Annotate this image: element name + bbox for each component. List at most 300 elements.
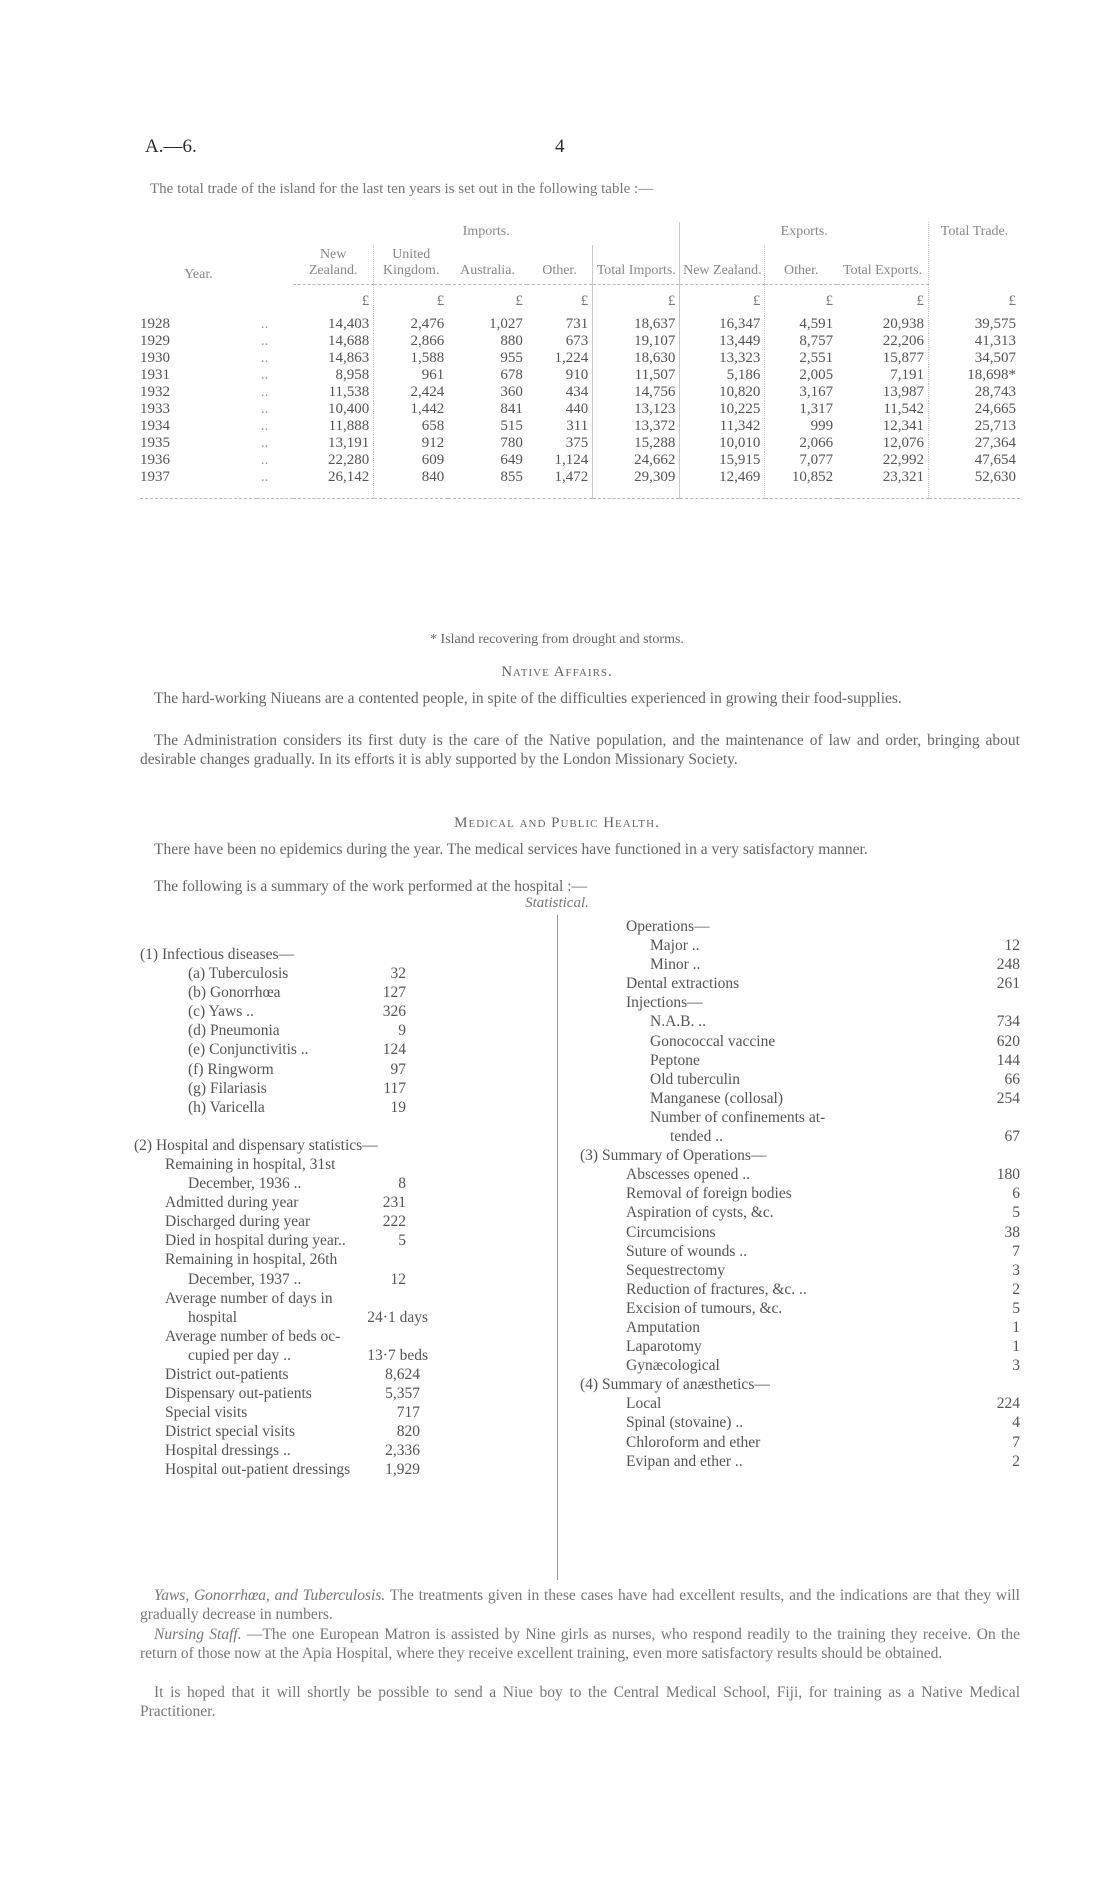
avg-days-line1: Average number of days in [165,1289,333,1307]
remaining-1937-line2: December, 1937 .. [188,1270,302,1288]
col-imports-nz: New Zealand. [293,245,374,284]
trade-cell: 10,225 [680,401,765,418]
operation-value: 6 [1012,1185,1020,1203]
trade-cell: 840 [374,469,448,499]
page-header [145,136,1004,160]
trade-row [140,418,1020,435]
operation-label: Gynæcological [626,1357,720,1375]
injection-value: 144 [996,1051,1020,1069]
remaining-1937-line1: Remaining in hospital, 26th [165,1251,338,1269]
trade-footnote: * Island recovering from drought and storms. [430,632,684,647]
col-imports-australia: Australia. [448,245,527,284]
trade-cell: 20,938 [882,316,925,333]
column-divider [557,915,558,1580]
trade-cell: 8,757 [765,333,837,350]
avg-days-line2: hospital [188,1308,238,1326]
leader-dots: .. [260,350,269,367]
trade-cell: 910 [565,367,589,384]
trade-cell: 1,027 [489,316,523,333]
infectious-heading: (1) Infectious diseases— [140,946,295,963]
injection-row [580,1089,1020,1108]
hospital-stat-row [140,1384,420,1403]
infectious-label: (g) Filariasis [188,1079,267,1097]
major-label: Major .. [650,937,700,955]
infectious-row [140,1021,406,1040]
operation-row [580,1261,1020,1280]
trade-cell: 841 [500,401,523,418]
trade-cell: 2,066 [765,435,837,452]
operation-value: 1 [1012,1338,1020,1356]
leader-dots: .. [260,384,269,401]
trade-cell: 1,224 [554,350,589,367]
operation-row [580,1184,1020,1203]
trade-row [140,452,1020,469]
anaesthetic-value: 2 [1012,1452,1020,1470]
trade-row [140,384,1020,401]
trade-cell: 515 [500,418,523,435]
trade-cell: 29,309 [593,469,680,499]
anaesthetic-row [580,1452,1020,1471]
leader-dots: .. [260,401,269,418]
trade-cell: 649 [500,452,523,469]
trade-cell: 1,442 [374,401,448,418]
year-header: Year. [184,267,213,283]
trade-cell: 22,280 [328,452,370,469]
operation-label: Aspiration of cysts, &c. [626,1204,774,1222]
operation-row [580,1223,1020,1242]
injection-label: Old tuberculin [650,1070,740,1088]
trade-cell: 23,321 [837,469,928,499]
dental-label: Dental extractions [626,975,740,993]
stats-left-column [134,945,548,1480]
trade-year: 1934 [140,418,170,435]
infectious-label: (d) Pneumonia [188,1022,280,1040]
trade-row [140,401,1020,418]
operation-row [580,1356,1020,1375]
other-stats-list [140,1365,548,1480]
remaining-1936-line2: December, 1936 .. [188,1175,302,1193]
injection-row [580,1032,1020,1051]
trade-year: 1933 [140,401,170,418]
hospital-stat-row [140,1460,420,1479]
infectious-label: (e) Conjunctivitis .. [188,1041,309,1059]
injection-value: 734 [996,1013,1020,1031]
trade-cell: 1,124 [554,452,589,469]
confinements-line1: Number of confinements at- [650,1108,826,1126]
hospital-stat-row [140,1441,420,1460]
injections-list [580,1012,1020,1107]
closing-p3: It is hoped that it will shortly be possible to send a Niue boy to the Central Medical School, Fiji, for training as a Native Medical Practitioner. [140,1684,1020,1720]
col-total-exports: Total Exports. [837,245,928,284]
trade-cell: 1,317 [765,401,837,418]
infectious-row [140,1040,406,1059]
hospital-stat-value: 717 [396,1404,420,1422]
trade-cell: 14,863 [328,350,370,367]
trade-cell: 5,186 [680,367,765,384]
trade-cell: 18,698* [929,367,1020,384]
hospital-stat-row [140,1365,420,1384]
injection-value: 66 [1004,1070,1020,1088]
trade-cell: 2,005 [765,367,837,384]
trade-cell: 11,538 [328,384,370,401]
unit-cell: £ [916,293,925,310]
trade-row [140,350,1020,367]
trade-cell: 22,206 [882,333,925,350]
hospital-stat-row [140,1422,420,1441]
trade-cell: 2,424 [374,384,448,401]
trade-cell: 13,449 [680,333,765,350]
anaesthetic-label: Evipan and ether .. [626,1452,743,1470]
trade-cell: 19,107 [593,333,680,350]
trade-cell: 678 [500,367,523,384]
operation-value: 3 [1012,1261,1020,1279]
trade-cell: 912 [374,435,448,452]
stats-right-column [580,917,1020,1471]
summary-operations-heading: (3) Summary of Operations— [580,1147,767,1165]
trade-cell: 15,288 [593,435,680,452]
trade-year: 1929 [140,333,170,350]
native-affairs-p1: The hard-working Niueans are a contented people, in spite of the difficulties experienced in growing their food-supplies. [154,690,902,707]
trade-cell: 375 [565,435,589,452]
trade-cell: 311 [566,418,589,435]
injection-row [580,1051,1020,1070]
trade-cell: 12,076 [882,435,925,452]
trade-year: 1928 [140,316,170,333]
operation-row [580,1299,1020,1318]
trade-row [140,435,1020,452]
infectious-label: (f) Ringworm [188,1060,274,1078]
col-exports-other: Other. [765,245,837,284]
col-imports-other: Other. [527,245,593,284]
trade-cell: 10,400 [328,401,370,418]
operation-row [580,1318,1020,1337]
trade-intro: The total trade of the island for the last ten years is set out in the following table :— [150,181,654,197]
trade-cell: 855 [448,469,527,499]
operation-label: Reduction of fractures, &c. .. [626,1280,807,1298]
trade-cell: 14,756 [593,384,680,401]
injection-row [580,1070,1020,1089]
leader-dots: .. [260,435,269,452]
infectious-row [140,1002,406,1021]
operation-value: 3 [1012,1357,1020,1375]
operations-heading: Operations— [626,918,710,935]
hospital-stat-value: 820 [396,1423,420,1441]
anaesthetic-value: 4 [1012,1414,1020,1432]
operation-value: 2 [1012,1280,1020,1298]
avg-beds-value: 13·7 beds [367,1346,428,1364]
trade-cell: 8,958 [335,367,370,384]
avg-days-value: 24·1 days [367,1308,428,1326]
trade-cell: 52,630 [929,469,1020,499]
trade-cell: 14,403 [328,316,370,333]
anaesthetic-value: 7 [1012,1433,1020,1451]
unit-cell: £ [374,285,448,317]
avg-beds-line1: Average number of beds oc- [165,1327,341,1345]
closing-p2-text: —The one European Matron is assisted by Nine girls as nurses, who respond readily to the training they receive. On the return of those now at the Apia Hospital, where they receive excellent training, even more satisfactory results should be obtained. [140,1626,1020,1662]
admitted-value: 231 [382,1194,406,1212]
unit-cell: £ [765,285,837,317]
trade-cell: 15,877 [882,350,925,367]
leader-dots: .. [260,452,269,469]
remaining-1936-line1: Remaining in hospital, 31st [165,1155,336,1173]
operation-label: Excision of tumours, &c. [626,1299,783,1317]
hospital-heading: (2) Hospital and dispensary statistics— [134,1136,378,1154]
trade-cell: 18,630 [593,350,680,367]
operation-row [580,1242,1020,1261]
col-total-imports: Total Imports. [593,245,680,284]
confinements-line2: tended .. [670,1128,723,1146]
trade-cell: 673 [565,333,589,350]
imports-group-header: Imports. [462,224,510,239]
leader-dots: .. [260,418,269,435]
trade-cell: 658 [374,418,448,435]
trade-cell: 2,476 [374,316,448,333]
operation-value: 5 [1012,1299,1020,1317]
trade-cell: 13,987 [882,384,925,401]
hospital-stat-label: Hospital dressings .. [165,1442,291,1460]
trade-cell: 12,469 [680,469,765,499]
operation-row [580,1203,1020,1222]
anaesthetics-list [580,1394,1020,1470]
trade-cell: 18,637 [593,316,680,333]
operation-row [580,1280,1020,1299]
trade-cell: 16,347 [680,316,765,333]
infectious-value: 127 [382,984,406,1002]
unit-cell: £ [593,285,680,317]
trade-year: 1930 [140,350,170,367]
infectious-label: (h) Varicella [188,1098,265,1116]
died-label: Died in hospital during year.. [165,1232,346,1250]
leader-dots: .. [257,469,293,499]
trade-cell: 34,507 [929,350,1020,367]
anaesthetics-heading: (4) Summary of anæsthetics— [580,1376,770,1394]
operation-label: Circumcisions [626,1223,716,1241]
operation-value: 7 [1012,1242,1020,1260]
operation-value: 1 [1012,1318,1020,1336]
trade-cell: 41,313 [929,333,1020,350]
trade-cell: 25,713 [929,418,1020,435]
anaesthetic-row [580,1413,1020,1432]
operations-list [580,1165,1020,1375]
statistical-title: Statistical. [525,895,589,911]
trade-cell: 4,591 [765,316,837,333]
operation-label: Laparotomy [626,1338,702,1356]
closing-p1-heading: Yaws, Gonorrhœa, and Tuberculosis. [154,1587,386,1604]
unit-row [140,285,1020,317]
trade-row [140,367,1020,384]
infectious-value: 32 [390,965,406,983]
trade-cell: 999 [765,418,837,435]
anaesthetic-label: Chloroform and ether [626,1433,761,1451]
trade-cell: 2,551 [765,350,837,367]
hospital-stat-value: 5,357 [385,1385,420,1403]
trade-row [140,316,1020,333]
infectious-value: 326 [382,1003,406,1021]
infectious-label: (c) Yaws .. [188,1003,254,1021]
operation-row [580,1165,1020,1184]
trade-cell: 15,915 [680,452,765,469]
trade-cell: 11,888 [328,418,370,435]
operation-label: Suture of wounds .. [626,1242,747,1260]
anaesthetic-label: Spinal (stovaine) .. [626,1414,744,1432]
operation-label: Amputation [626,1318,701,1336]
operation-label: Abscesses opened .. [626,1166,750,1184]
trade-cell: 7,191 [890,367,925,384]
trade-row [140,333,1020,350]
injection-label: Manganese (collosal) [650,1089,783,1107]
discharged-value: 222 [382,1213,406,1231]
injection-value: 254 [996,1089,1020,1107]
unit-cell: £ [929,285,1020,317]
major-value: 12 [1004,937,1020,955]
hospital-stat-label: District out-patients [165,1365,289,1383]
closing-p1-text: The treatments given in these cases have had excellent results, and the indications are that they will gradually decrease in numbers. [140,1587,1020,1623]
infectious-value: 124 [382,1041,406,1059]
medical-title: Medical and Public Health. [454,815,660,831]
minor-label: Minor .. [650,956,701,974]
unit-cell: £ [515,293,523,310]
trade-cell: 1,588 [374,350,448,367]
infectious-label: (b) Gonorrhœa [188,984,281,1002]
trade-cell: 7,077 [765,452,837,469]
injection-label: Gonococcal vaccine [650,1032,776,1050]
operation-label: Removal of foreign bodies [626,1185,792,1203]
operation-value: 5 [1012,1204,1020,1222]
trade-cell: 2,866 [374,333,448,350]
infectious-row [140,1079,406,1098]
trade-cell: 880 [500,333,523,350]
infectious-label: (a) Tuberculosis [188,965,289,983]
trade-year: 1937 [140,469,257,499]
trade-cell: 47,654 [929,452,1020,469]
trade-cell: 10,852 [765,469,837,499]
trade-cell: 434 [565,384,589,401]
anaesthetic-value: 224 [996,1395,1020,1413]
trade-year: 1936 [140,452,170,469]
trade-cell: 39,575 [929,316,1020,333]
hospital-stat-value: 8,624 [385,1365,420,1383]
discharged-label: Discharged during year [165,1213,311,1231]
infectious-row [140,1098,406,1117]
trade-cell: 24,662 [593,452,680,469]
operation-value: 180 [996,1166,1020,1184]
infectious-list [140,964,548,1117]
hospital-stat-label: Hospital out-patient dressings [165,1461,351,1479]
trade-cell: 14,688 [328,333,370,350]
unit-cell: £ [361,293,370,310]
dental-value: 261 [996,975,1020,993]
trade-cell: 780 [500,435,523,452]
trade-cell: 11,542 [883,401,925,418]
hospital-stat-value: 2,336 [385,1442,420,1460]
anaesthetic-row [580,1433,1020,1452]
infectious-row [140,983,406,1002]
remaining-1937-value: 12 [390,1270,406,1288]
remaining-1936-value: 8 [398,1175,406,1193]
col-exports-nz: New Zealand. [680,245,765,284]
trade-cell: 13,191 [328,435,370,452]
trade-cell: 731 [565,316,589,333]
page-ref: A.—6. [145,136,197,157]
injection-row [580,1012,1020,1031]
operation-label: Sequestrectomy [626,1261,726,1279]
trade-cell: 10,820 [680,384,765,401]
unit-cell: £ [680,285,765,317]
trade-cell: 360 [500,384,523,401]
infectious-value: 117 [383,1079,406,1097]
hospital-stat-label: Special visits [165,1404,248,1422]
hospital-stat-row [140,1403,420,1422]
trade-year: 1931 [140,367,170,384]
operation-value: 38 [1004,1223,1020,1241]
trade-year: 1932 [140,384,170,401]
leader-dots: .. [260,316,269,333]
exports-group-header: Exports. [680,222,929,245]
avg-beds-line2: cupied per day .. [188,1346,291,1364]
operation-row [580,1337,1020,1356]
trade-cell: 11,507 [593,367,680,384]
injection-label: Peptone [650,1051,700,1069]
infectious-row [140,1060,406,1079]
leader-dots: .. [260,367,269,384]
died-value: 5 [398,1232,406,1250]
trade-cell: 12,341 [882,418,925,435]
page-number: 4 [555,136,565,157]
injection-value: 620 [996,1032,1020,1050]
medical-p1: There have been no epidemics during the year. The medical services have functioned in a very satisfactory manner. [154,841,868,858]
trade-cell: 1,472 [527,469,593,499]
trade-cell: 26,142 [293,469,374,499]
col-total-trade: Total Trade. [929,222,1020,285]
hospital-stat-label: District special visits [165,1423,296,1441]
confinements-value: 67 [1004,1128,1020,1146]
trade-year: 1935 [140,435,170,452]
trade-cell: 13,323 [680,350,765,367]
injections-heading: Injections— [626,994,703,1012]
hospital-stat-value: 1,929 [385,1461,420,1479]
trade-row [140,469,1020,499]
trade-cell: 11,342 [680,418,765,435]
trade-cell: 609 [374,452,448,469]
trade-cell: 28,743 [929,384,1020,401]
minor-value: 248 [996,956,1020,974]
closing-p2 [140,1625,1020,1663]
leader-dots: .. [260,333,269,350]
infectious-row [140,964,406,983]
trade-cell: 961 [374,367,448,384]
trade-cell: 22,992 [882,452,925,469]
infectious-value: 19 [390,1098,406,1116]
unit-cell: £ [580,293,589,310]
trade-cell: 3,167 [765,384,837,401]
col-imports-uk: United Kingdom. [374,245,448,284]
anaesthetic-row [580,1394,1020,1413]
native-affairs-title: Native Affairs. [501,664,613,680]
closing-p2-heading: Nursing Staff. [154,1626,242,1643]
trade-cell: 13,372 [593,418,680,435]
trade-cell: 27,364 [929,435,1020,452]
infectious-value: 97 [390,1060,406,1078]
native-affairs-p2: The Administration considers its first duty is the care of the Native population, and the maintenance of law and order, bringing about desirable changes gradually. In its efforts it is ably supported by the London Missionary Society. [140,732,1020,768]
infectious-value: 9 [398,1022,406,1040]
trade-cell: 955 [500,350,523,367]
trade-table [140,222,1020,499]
hospital-stat-label: Dispensary out-patients [165,1385,312,1403]
injection-label: N.A.B. .. [650,1013,706,1031]
trade-cell: 440 [565,401,589,418]
trade-cell: 13,123 [593,401,680,418]
admitted-label: Admitted during year [165,1194,299,1212]
